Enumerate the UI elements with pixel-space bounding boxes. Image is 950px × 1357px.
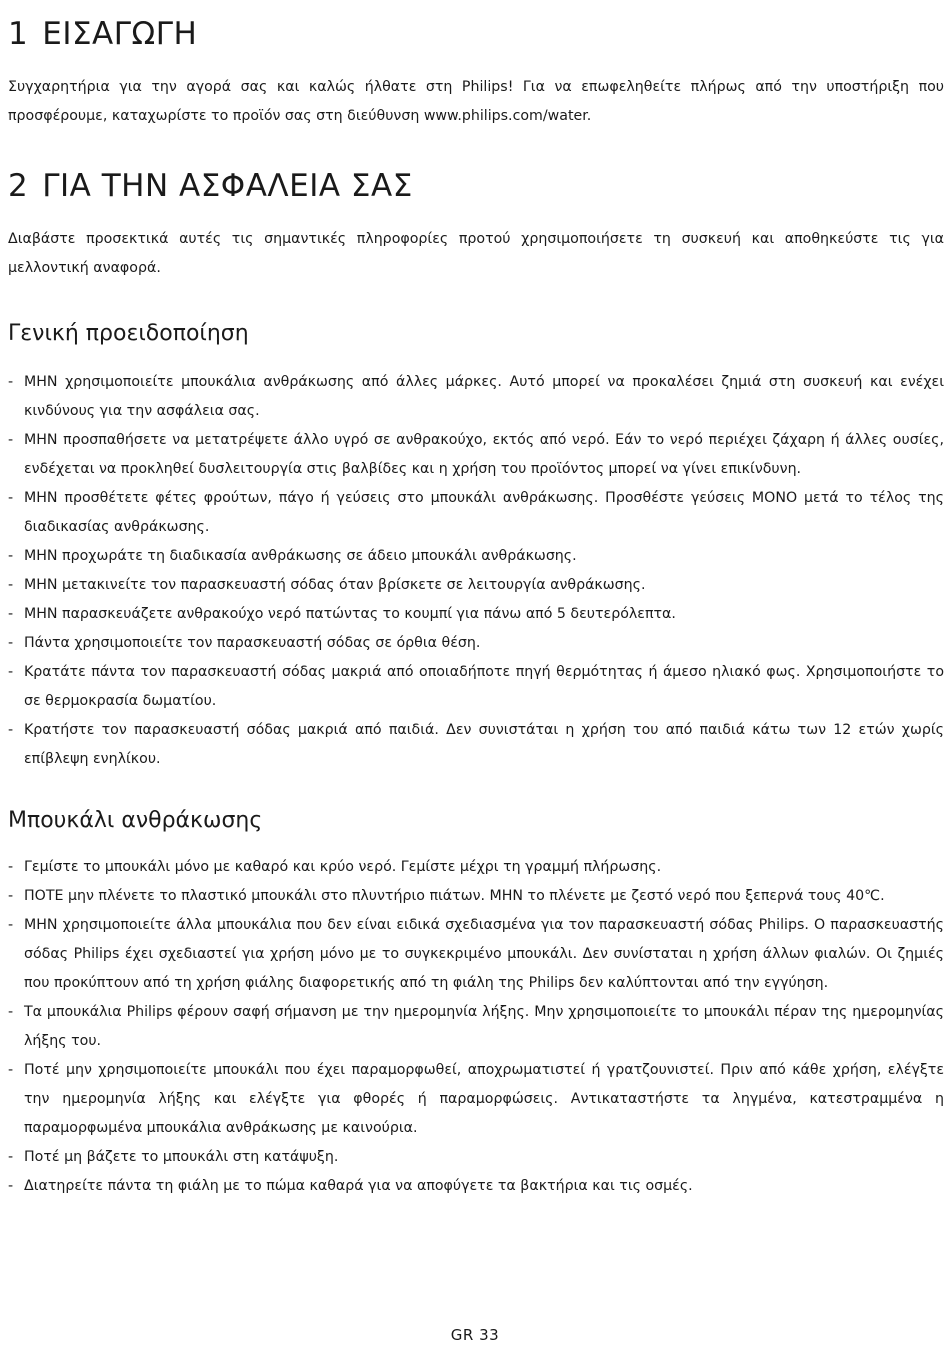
section-1-heading xyxy=(8,15,944,53)
list-item: - ΜΗΝ προσπαθήσετε να μετατρέψετε άλλο υγρό σε ανθρακούχο, εκτός από νερό. Εάν το νερό περιέχει ζάχαρη ή άλλες ουσίες, ενδέχεται να προκληθεί δυσλειτουργία στις βαλβίδες και η χρήση του προϊόντος μπορεί να γίνει επικίνδυνη. xyxy=(8,426,944,484)
list-item: - Τα μπουκάλια Philips φέρουν σαφή σήμανση με την ημερομηνία λήξης. Μην χρησιμοποιείτε το μπουκάλι πέραν της ημερομηνίας λήξης του. xyxy=(8,998,944,1056)
list-item: - Κρατάτε πάντα τον παρασκευαστή σόδας μακριά από οποιαδήποτε πηγή θερμότητας ή άμεσο ηλιακό φως. Χρησιμοποιήστε το σε θερμοκρασία δωματίου. xyxy=(8,658,944,716)
general-warning-list xyxy=(8,368,944,774)
list-item: - Πάντα χρησιμοποιείτε τον παρασκευαστή σόδας σε όρθια θέση. xyxy=(8,629,944,658)
list-item: - Ποτέ μη βάζετε το μπουκάλι στη κατάψυξη. xyxy=(8,1143,944,1172)
section-1-number: 1 xyxy=(8,16,29,52)
list-item: - Κρατήστε τον παρασκευαστή σόδας μακριά από παιδιά. Δεν συνιστάται η χρήση του από παιδιά κάτω των 12 ετών χωρίς επίβλεψη ενηλίκου. xyxy=(8,716,944,774)
list-item: - ΜΗΝ παρασκευάζετε ανθρακούχο νερό πατώντας το κουμπί για πάνω από 5 δευτερόλεπτα. xyxy=(8,600,944,629)
list-item: - ΜΗΝ προχωράτε τη διαδικασία ανθράκωσης σε άδειο μπουκάλι ανθράκωσης. xyxy=(8,542,944,571)
list-item: - Γεμίστε το μπουκάλι μόνο με καθαρό και κρύο νερό. Γεμίστε μέχρι τη γραμμή πλήρωσης. xyxy=(8,853,944,882)
bottle-list xyxy=(8,853,944,1201)
list-item: - ΜΗΝ μετακινείτε τον παρασκευαστή σόδας όταν βρίσκετε σε λειτουργία ανθράκωσης. xyxy=(8,571,944,600)
list-item: - ΠΟΤΕ μην πλένετε το πλαστικό μπουκάλι στο πλυντήριο πιάτων. ΜΗΝ το πλένετε με ζεστό νερό που ξεπερνά τους 40℃. xyxy=(8,882,944,911)
section-1-title: ΕΙΣΑΓΩΓΗ xyxy=(42,16,198,52)
list-item: - Ποτέ μην χρησιμοποιείτε μπουκάλι που έχει παραμορφωθεί, αποχρωματιστεί ή γρατζουνιστεί. Πριν από κάθε χρήση, ελέγξτε την ημερομηνία λήξης και ελέγξτε για φθορές ή παραμορφώσεις. Αντικαταστήστε τα ληγμένα, κατεστραμμένα η παραμορφωμένα μπουκάλια ανθράκωσης με καινούρια. xyxy=(8,1056,944,1143)
section-2-number: 2 xyxy=(8,168,29,204)
list-item: - ΜΗΝ χρησιμοποιείτε μπουκάλια ανθράκωσης από άλλες μάρκες. Αυτό μπορεί να προκαλέσει ζημιά στη συσκευή και ενέχει κινδύνους για την ασφάλεια σας. xyxy=(8,368,944,426)
general-warning-heading: Γενική προειδοποίηση xyxy=(8,321,249,346)
list-item: - Διατηρείτε πάντα τη φιάλη με το πώμα καθαρά για να αποφύγετε τα βακτήρια και τις οσμές. xyxy=(8,1172,944,1201)
list-item: - ΜΗΝ χρησιμοποιείτε άλλα μπουκάλια που δεν είναι ειδικά σχεδιασμένα για τον παρασκευαστή σόδας Philips. Ο παρασκευαστής σόδας Philips έχει σχεδιαστεί για χρήση μόνο με το συγκεκριμένο μπουκάλι. Δεν συνίσταται η χρήση άλλων φιαλών. Οι ζημιές που προκύπτουν από τη χρήση φιάλης διαφορετικής από τη φιάλη της Philips δεν καλύπτονται από την εγγύηση. xyxy=(8,911,944,998)
section-2-heading xyxy=(8,167,944,205)
section-2-paragraph: Διαβάστε προσεκτικά αυτές τις σημαντικές πληροφορίες προτού χρησιμοποιήσετε τη συσκευή και αποθηκεύστε τις για μελλοντική αναφορά. xyxy=(8,231,944,276)
list-item: - ΜΗΝ προσθέτετε φέτες φρούτων, πάγο ή γεύσεις στο μπουκάλι ανθράκωσης. Προσθέστε γεύσεις ΜΟΝΟ μετά το τέλος της διαδικασίας ανθράκωσης. xyxy=(8,484,944,542)
section-1-paragraph: Συγχαρητήρια για την αγορά σας και καλώς ήλθατε στη Philips! Για να επωφεληθείτε πλήρως από την υποστήριξη που προσφέρουμε, καταχωρίστε το προϊόν σας στη διεύθυνση www.philips.com/water. xyxy=(8,79,944,124)
page-number: GR 33 xyxy=(450,1326,500,1344)
bottle-heading: Μπουκάλι ανθράκωσης xyxy=(8,808,263,833)
section-2-title: ΓΙΑ ΤΗΝ ΑΣΦΑΛΕΙΑ ΣΑΣ xyxy=(42,168,413,204)
